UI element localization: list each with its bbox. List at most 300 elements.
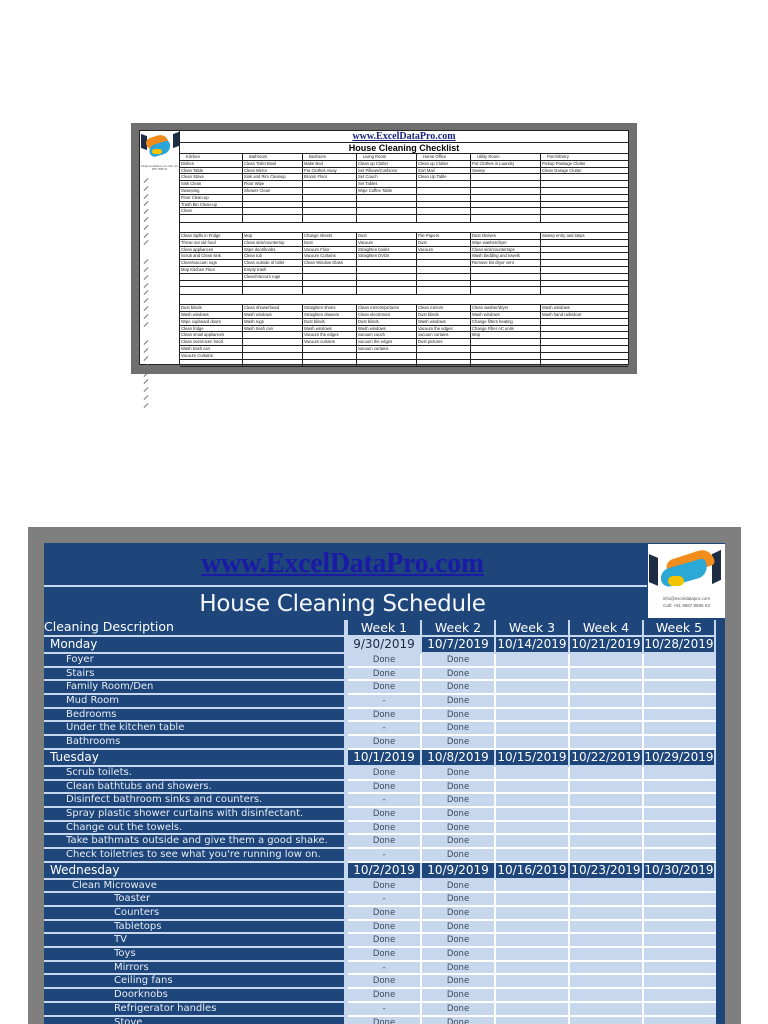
checklist-cell[interactable] bbox=[303, 274, 357, 280]
checklist-cell[interactable] bbox=[417, 346, 471, 352]
checklist-cell[interactable]: Clean Toilet Bowl bbox=[243, 161, 303, 167]
week-date-cell[interactable]: 10/29/2019 bbox=[644, 750, 716, 767]
checklist-cell[interactable]: Put Clothes in Laundry bbox=[471, 161, 541, 167]
checklist-cell[interactable] bbox=[471, 174, 541, 180]
status-cell[interactable] bbox=[570, 962, 644, 976]
checklist-cell[interactable]: vacuum curtains bbox=[357, 346, 417, 352]
checklist-cell[interactable]: vacuum couch bbox=[357, 332, 417, 338]
checklist-cell[interactable]: Set Tables bbox=[357, 181, 417, 187]
checklist-cell[interactable] bbox=[541, 360, 628, 367]
checklist-cell[interactable]: Pickup Passage Clutter bbox=[542, 160, 586, 166]
week-date-cell[interactable]: 9/30/2019 bbox=[348, 637, 422, 654]
status-cell[interactable] bbox=[570, 907, 644, 921]
checklist-cell[interactable]: Floor Clean-up bbox=[180, 195, 243, 201]
checklist-cell[interactable]: Wash trash can bbox=[243, 326, 303, 332]
checklist-cell[interactable] bbox=[541, 346, 628, 352]
checklist-cell[interactable] bbox=[243, 281, 303, 287]
checklist-cell[interactable]: Mop bbox=[243, 233, 303, 239]
checkbox-icon[interactable] bbox=[140, 299, 180, 307]
checklist-cell[interactable] bbox=[357, 195, 417, 201]
status-cell[interactable]: Done bbox=[348, 681, 422, 695]
checklist-cell[interactable]: Straighten DVDs bbox=[357, 253, 417, 259]
status-cell[interactable]: Done bbox=[422, 1017, 496, 1024]
week-date-cell[interactable]: 10/14/2019 bbox=[496, 637, 570, 654]
schedule-url-link[interactable]: www.ExcelDataPro.com bbox=[201, 548, 484, 579]
checklist-cell[interactable] bbox=[180, 274, 243, 280]
checklist-cell[interactable] bbox=[541, 287, 628, 294]
status-cell[interactable]: - bbox=[348, 849, 422, 863]
checklist-cell[interactable]: Straighten books bbox=[357, 247, 417, 253]
checklist-cell[interactable]: Clean bbox=[180, 208, 243, 214]
checkbox-icon[interactable] bbox=[140, 357, 180, 365]
checklist-cell[interactable]: Clean mirrors bbox=[417, 305, 471, 311]
checklist-cell[interactable]: Dust bbox=[417, 240, 471, 246]
checklist-cell[interactable] bbox=[417, 267, 471, 273]
checklist-cell[interactable] bbox=[303, 181, 357, 187]
checklist-cell[interactable] bbox=[417, 287, 471, 294]
status-cell[interactable]: Done bbox=[348, 907, 422, 921]
checklist-cell[interactable]: Put Clothes Away bbox=[303, 168, 357, 174]
checklist-cell[interactable]: vacuum the edges bbox=[357, 339, 417, 345]
status-cell[interactable] bbox=[496, 907, 570, 921]
checklist-cell[interactable]: Dust blinds bbox=[417, 312, 471, 318]
checklist-cell[interactable]: Sweep bbox=[471, 168, 541, 174]
checklist-cell[interactable] bbox=[180, 287, 243, 294]
checklist-cell[interactable]: Vacuum Floor bbox=[303, 247, 357, 253]
status-cell[interactable] bbox=[496, 962, 570, 976]
checklist-cell[interactable]: Change sheets bbox=[303, 233, 357, 239]
status-cell[interactable]: - bbox=[348, 1003, 422, 1017]
checklist-cell[interactable] bbox=[303, 360, 357, 367]
status-cell[interactable] bbox=[496, 781, 570, 795]
status-cell[interactable] bbox=[570, 1017, 644, 1024]
checklist-cell[interactable]: Straighten drawers bbox=[303, 312, 357, 318]
checklist-cell[interactable]: Wash windows bbox=[542, 305, 570, 311]
status-cell[interactable]: Done bbox=[348, 767, 422, 781]
checklist-cell[interactable] bbox=[357, 267, 417, 273]
week-date-cell[interactable]: 10/30/2019 bbox=[644, 863, 716, 880]
status-cell[interactable]: Done bbox=[422, 934, 496, 948]
checklist-cell[interactable] bbox=[541, 174, 628, 180]
week-date-cell[interactable]: 10/1/2019 bbox=[348, 750, 422, 767]
checklist-cell[interactable]: Floor Wipe bbox=[243, 181, 303, 187]
checklist-cell[interactable]: Change Filter AC units bbox=[471, 326, 541, 332]
status-cell[interactable] bbox=[570, 893, 644, 907]
status-cell[interactable] bbox=[644, 722, 716, 736]
checklist-cell[interactable]: Sink Clean bbox=[180, 181, 243, 187]
status-cell[interactable]: Done bbox=[348, 808, 422, 822]
checklist-cell[interactable] bbox=[417, 188, 471, 194]
status-cell[interactable] bbox=[570, 835, 644, 849]
status-cell[interactable]: Done bbox=[422, 893, 496, 907]
status-cell[interactable] bbox=[644, 668, 716, 682]
status-cell[interactable]: Done bbox=[422, 975, 496, 989]
checklist-cell[interactable]: Dust blinds bbox=[303, 319, 357, 325]
status-cell[interactable] bbox=[644, 849, 716, 863]
status-cell[interactable]: Done bbox=[348, 989, 422, 1003]
week-date-cell[interactable]: 10/15/2019 bbox=[496, 750, 570, 767]
checklist-cell[interactable] bbox=[471, 287, 541, 294]
status-cell[interactable] bbox=[570, 736, 644, 750]
checklist-cell[interactable]: Dishes bbox=[180, 161, 243, 167]
checklist-cell[interactable] bbox=[303, 188, 357, 194]
checklist-cell[interactable] bbox=[303, 353, 357, 359]
checklist-cell[interactable] bbox=[243, 332, 303, 338]
status-cell[interactable]: Done bbox=[348, 880, 422, 894]
status-cell[interactable] bbox=[644, 907, 716, 921]
checklist-cell[interactable] bbox=[357, 274, 417, 280]
checklist-cell[interactable]: Wash trash can bbox=[180, 346, 243, 352]
checklist-cell[interactable]: Wipe washer/dryer bbox=[471, 240, 541, 246]
checklist-cell[interactable] bbox=[471, 208, 541, 214]
checklist-cell[interactable]: Clean appliances bbox=[180, 247, 243, 253]
status-cell[interactable] bbox=[570, 880, 644, 894]
checklist-cell[interactable]: Wash windows bbox=[357, 326, 417, 332]
status-cell[interactable] bbox=[570, 975, 644, 989]
status-cell[interactable]: Done bbox=[422, 808, 496, 822]
checklist-cell[interactable]: Clean/vaccum rugs bbox=[180, 260, 243, 266]
checklist-cell[interactable]: Vacuum bbox=[357, 240, 417, 246]
status-cell[interactable] bbox=[644, 808, 716, 822]
checklist-cell[interactable]: Clean oven/oven hood bbox=[180, 339, 243, 345]
checklist-cell[interactable] bbox=[541, 195, 628, 201]
checkbox-icon[interactable] bbox=[140, 365, 180, 373]
status-cell[interactable] bbox=[496, 794, 570, 808]
checkbox-icon[interactable] bbox=[140, 179, 180, 187]
checkbox-icon[interactable] bbox=[140, 396, 180, 404]
checklist-cell[interactable] bbox=[357, 260, 417, 266]
status-cell[interactable] bbox=[570, 849, 644, 863]
checklist-cell[interactable]: Make Bed bbox=[303, 161, 357, 167]
status-cell[interactable]: Done bbox=[348, 709, 422, 723]
checkbox-icon[interactable] bbox=[140, 187, 180, 195]
status-cell[interactable] bbox=[570, 709, 644, 723]
status-cell[interactable]: Done bbox=[348, 975, 422, 989]
status-cell[interactable] bbox=[644, 1003, 716, 1017]
status-cell[interactable] bbox=[644, 934, 716, 948]
checklist-cell[interactable]: Dust bbox=[357, 233, 417, 239]
checklist-cell[interactable]: Clean electronics bbox=[357, 312, 417, 318]
checklist-cell[interactable] bbox=[243, 346, 303, 352]
checklist-cell[interactable] bbox=[541, 208, 628, 214]
status-cell[interactable]: Done bbox=[422, 948, 496, 962]
checklist-cell[interactable] bbox=[303, 267, 357, 273]
week-date-cell[interactable]: 10/9/2019 bbox=[422, 863, 496, 880]
checklist-cell[interactable] bbox=[303, 202, 357, 208]
checklist-cell[interactable] bbox=[541, 181, 628, 187]
status-cell[interactable] bbox=[570, 989, 644, 1003]
status-cell[interactable]: Done bbox=[422, 1003, 496, 1017]
checklist-cell[interactable] bbox=[357, 208, 417, 214]
status-cell[interactable]: Done bbox=[422, 695, 496, 709]
status-cell[interactable] bbox=[644, 654, 716, 668]
checklist-cell[interactable]: Wash windows bbox=[417, 319, 471, 325]
checklist-cell[interactable]: Clean Spills in Fridge bbox=[180, 233, 243, 239]
checklist-cell[interactable]: Clean sink/countertop bbox=[243, 240, 303, 246]
checklist-cell[interactable] bbox=[417, 253, 471, 259]
status-cell[interactable] bbox=[570, 781, 644, 795]
checklist-cell[interactable] bbox=[417, 181, 471, 187]
checklist-cell[interactable] bbox=[471, 181, 541, 187]
status-cell[interactable]: Done bbox=[422, 736, 496, 750]
checklist-cell[interactable]: Clean Window Glass bbox=[303, 260, 357, 266]
status-cell[interactable] bbox=[644, 767, 716, 781]
status-cell[interactable] bbox=[496, 880, 570, 894]
checklist-cell[interactable] bbox=[243, 208, 303, 214]
checkbox-icon[interactable] bbox=[140, 226, 180, 234]
status-cell[interactable]: - bbox=[348, 794, 422, 808]
checklist-cell[interactable]: Wash rugs bbox=[243, 319, 303, 325]
status-cell[interactable] bbox=[570, 921, 644, 935]
checklist-cell[interactable]: Set Couch bbox=[357, 174, 417, 180]
checklist-cell[interactable]: Mop bbox=[471, 332, 541, 338]
checklist-url-link[interactable]: www.ExcelDataPro.com bbox=[180, 131, 628, 143]
checklist-cell[interactable]: Clean Up Table bbox=[417, 174, 471, 180]
week-date-cell[interactable]: 10/23/2019 bbox=[570, 863, 644, 880]
checklist-cell[interactable] bbox=[243, 360, 303, 367]
checklist-cell[interactable]: Sweep entry and steps bbox=[542, 232, 585, 238]
status-cell[interactable] bbox=[496, 934, 570, 948]
status-cell[interactable] bbox=[644, 893, 716, 907]
checklist-cell[interactable]: Throw out old food bbox=[180, 240, 243, 246]
checkbox-icon[interactable] bbox=[140, 323, 180, 331]
checklist-cell[interactable]: Dust blinds bbox=[357, 319, 417, 325]
checklist-cell[interactable] bbox=[417, 353, 471, 359]
checklist-cell[interactable] bbox=[541, 319, 628, 325]
status-cell[interactable] bbox=[496, 695, 570, 709]
checkbox-icon[interactable] bbox=[140, 218, 180, 226]
checklist-cell[interactable]: Wash windows bbox=[243, 312, 303, 318]
status-cell[interactable] bbox=[570, 1003, 644, 1017]
checklist-cell[interactable] bbox=[417, 215, 471, 222]
checklist-cell[interactable] bbox=[303, 287, 357, 294]
checklist-cell[interactable]: Clean up Clutter bbox=[417, 161, 471, 167]
checklist-cell[interactable]: vacuum curtains bbox=[417, 332, 471, 338]
checklist-cell[interactable]: Clean small appliances bbox=[180, 332, 243, 338]
status-cell[interactable] bbox=[570, 822, 644, 836]
checklist-cell[interactable]: Clean Table bbox=[180, 168, 243, 174]
status-cell[interactable]: Done bbox=[422, 781, 496, 795]
checklist-cell[interactable] bbox=[417, 360, 471, 367]
checklist-cell[interactable]: Broom Floor bbox=[303, 174, 357, 180]
checklist-cell[interactable] bbox=[303, 208, 357, 214]
status-cell[interactable] bbox=[496, 681, 570, 695]
checklist-cell[interactable] bbox=[180, 215, 243, 222]
checklist-cell[interactable] bbox=[471, 195, 541, 201]
checklist-cell[interactable]: Dust shelves bbox=[471, 233, 541, 239]
checklist-cell[interactable]: Trash Bin Clean-up bbox=[180, 202, 243, 208]
status-cell[interactable] bbox=[644, 989, 716, 1003]
checklist-cell[interactable] bbox=[541, 274, 628, 280]
checklist-cell[interactable]: Dust pictures bbox=[417, 339, 471, 345]
checklist-cell[interactable]: Vacuum the edges bbox=[303, 332, 357, 338]
status-cell[interactable] bbox=[644, 921, 716, 935]
checklist-cell[interactable]: Clean sink/countertops bbox=[471, 247, 541, 253]
checklist-cell[interactable]: Clean up Clutter bbox=[357, 161, 417, 167]
checklist-cell[interactable]: Vacuum bbox=[417, 247, 471, 253]
checklist-cell[interactable]: Vacuum Curtains bbox=[180, 353, 243, 359]
checklist-cell[interactable] bbox=[471, 346, 541, 352]
checklist-cell[interactable]: Scrub and Clean sink bbox=[180, 253, 243, 259]
checklist-cell[interactable] bbox=[471, 281, 541, 287]
status-cell[interactable]: Done bbox=[422, 709, 496, 723]
checklist-cell[interactable]: Dust bbox=[303, 240, 357, 246]
status-cell[interactable] bbox=[570, 722, 644, 736]
checklist-cell[interactable] bbox=[541, 332, 628, 338]
checklist-cell[interactable]: Clean Mirror bbox=[243, 168, 303, 174]
checklist-cell[interactable] bbox=[303, 215, 357, 222]
week-date-cell[interactable]: 10/22/2019 bbox=[570, 750, 644, 767]
status-cell[interactable]: Done bbox=[422, 880, 496, 894]
status-cell[interactable] bbox=[570, 794, 644, 808]
checklist-cell[interactable] bbox=[541, 267, 628, 273]
status-cell[interactable]: - bbox=[348, 695, 422, 709]
status-cell[interactable] bbox=[496, 668, 570, 682]
status-cell[interactable] bbox=[644, 835, 716, 849]
status-cell[interactable] bbox=[570, 668, 644, 682]
status-cell[interactable] bbox=[644, 948, 716, 962]
checklist-cell[interactable] bbox=[541, 247, 628, 253]
status-cell[interactable] bbox=[496, 822, 570, 836]
status-cell[interactable] bbox=[496, 1017, 570, 1024]
status-cell[interactable] bbox=[496, 1003, 570, 1017]
status-cell[interactable] bbox=[496, 808, 570, 822]
checklist-cell[interactable]: Wash windows bbox=[471, 312, 541, 318]
checklist-cell[interactable] bbox=[471, 215, 541, 222]
checklist-cell[interactable]: Sort Mail bbox=[417, 168, 471, 174]
checklist-cell[interactable]: Clean fridge bbox=[180, 326, 243, 332]
checklist-cell[interactable]: Clean showerhead bbox=[243, 305, 303, 311]
checklist-cell[interactable] bbox=[243, 202, 303, 208]
status-cell[interactable] bbox=[496, 893, 570, 907]
status-cell[interactable]: Done bbox=[348, 835, 422, 849]
checklist-cell[interactable]: Sweeping bbox=[180, 188, 243, 194]
status-cell[interactable]: - bbox=[348, 893, 422, 907]
status-cell[interactable] bbox=[570, 767, 644, 781]
status-cell[interactable]: Done bbox=[348, 1017, 422, 1024]
checklist-cell[interactable] bbox=[471, 202, 541, 208]
status-cell[interactable] bbox=[496, 948, 570, 962]
status-cell[interactable] bbox=[644, 695, 716, 709]
checklist-cell[interactable] bbox=[541, 202, 628, 208]
checklist-cell[interactable] bbox=[357, 281, 417, 287]
checklist-cell[interactable] bbox=[471, 274, 541, 280]
status-cell[interactable]: Done bbox=[422, 681, 496, 695]
status-cell[interactable]: Done bbox=[422, 921, 496, 935]
status-cell[interactable]: Done bbox=[348, 921, 422, 935]
checklist-cell[interactable] bbox=[471, 267, 541, 273]
status-cell[interactable] bbox=[496, 654, 570, 668]
checklist-cell[interactable]: Remove lint dryer vent bbox=[471, 260, 541, 266]
status-cell[interactable]: Done bbox=[422, 722, 496, 736]
week-date-cell[interactable]: 10/28/2019 bbox=[644, 637, 716, 654]
checklist-cell[interactable]: Clean outside of toilet bbox=[243, 260, 303, 266]
status-cell[interactable]: Done bbox=[422, 962, 496, 976]
status-cell[interactable]: Done bbox=[422, 849, 496, 863]
checklist-cell[interactable] bbox=[541, 240, 628, 246]
status-cell[interactable]: Done bbox=[348, 736, 422, 750]
checklist-cell[interactable] bbox=[541, 281, 628, 287]
status-cell[interactable]: Done bbox=[422, 989, 496, 1003]
checklist-cell[interactable]: Straighten shoes bbox=[303, 305, 357, 311]
checklist-cell[interactable]: Mop Kitchen Floor bbox=[180, 267, 243, 273]
checklist-cell[interactable] bbox=[303, 346, 357, 352]
status-cell[interactable] bbox=[570, 808, 644, 822]
checklist-cell[interactable] bbox=[541, 260, 628, 266]
checklist-cell[interactable] bbox=[243, 195, 303, 201]
checklist-cell[interactable]: Vacuum Curtains bbox=[303, 253, 357, 259]
checkbox-icon[interactable] bbox=[140, 349, 180, 357]
week-date-cell[interactable]: 10/21/2019 bbox=[570, 637, 644, 654]
checkbox-icon[interactable] bbox=[140, 307, 180, 315]
checklist-cell[interactable] bbox=[417, 260, 471, 266]
checklist-cell[interactable] bbox=[243, 215, 303, 222]
checklist-cell[interactable]: Sink and Rim Cleanup bbox=[243, 174, 303, 180]
checklist-cell[interactable] bbox=[541, 353, 628, 359]
checklist-cell[interactable] bbox=[541, 339, 628, 345]
checklist-cell[interactable]: Vacuum curtains bbox=[303, 339, 357, 345]
status-cell[interactable] bbox=[496, 736, 570, 750]
checklist-cell[interactable] bbox=[417, 208, 471, 214]
status-cell[interactable]: Done bbox=[348, 654, 422, 668]
checklist-cell[interactable] bbox=[303, 195, 357, 201]
checklist-cell[interactable] bbox=[471, 353, 541, 359]
status-cell[interactable] bbox=[496, 989, 570, 1003]
status-cell[interactable]: Done bbox=[348, 934, 422, 948]
status-cell[interactable] bbox=[570, 681, 644, 695]
status-cell[interactable] bbox=[496, 849, 570, 863]
checklist-cell[interactable] bbox=[303, 281, 357, 287]
status-cell[interactable] bbox=[644, 1017, 716, 1024]
checklist-cell[interactable]: Clean tub bbox=[243, 253, 303, 259]
status-cell[interactable] bbox=[570, 654, 644, 668]
checkbox-icon[interactable] bbox=[140, 404, 180, 412]
checklist-cell[interactable] bbox=[357, 215, 417, 222]
checklist-cell[interactable]: Wash windows bbox=[180, 312, 243, 318]
status-cell[interactable] bbox=[644, 709, 716, 723]
checklist-cell[interactable] bbox=[357, 287, 417, 294]
checkbox-icon[interactable] bbox=[140, 388, 180, 396]
checklist-cell[interactable] bbox=[541, 215, 628, 222]
checkbox-icon[interactable] bbox=[140, 276, 180, 284]
status-cell[interactable]: - bbox=[348, 722, 422, 736]
status-cell[interactable] bbox=[644, 975, 716, 989]
week-date-cell[interactable]: 10/16/2019 bbox=[496, 863, 570, 880]
checklist-cell[interactable]: Clean Stove bbox=[180, 174, 243, 180]
checklist-cell[interactable] bbox=[471, 188, 541, 194]
status-cell[interactable]: Done bbox=[422, 907, 496, 921]
status-cell[interactable] bbox=[496, 709, 570, 723]
checklist-cell[interactable]: Wipe Coffee Table bbox=[357, 188, 417, 194]
checkbox-icon[interactable] bbox=[140, 315, 180, 323]
checklist-cell[interactable] bbox=[243, 339, 303, 345]
checklist-cell[interactable]: Dust blinds bbox=[180, 305, 243, 311]
checklist-cell[interactable] bbox=[541, 253, 628, 259]
checklist-cell[interactable]: Vacuum the edges bbox=[417, 326, 471, 332]
status-cell[interactable] bbox=[644, 794, 716, 808]
checklist-cell[interactable]: Clean/Vaccum rugs bbox=[243, 274, 303, 280]
status-cell[interactable] bbox=[496, 975, 570, 989]
status-cell[interactable]: Done bbox=[422, 767, 496, 781]
checkbox-icon[interactable] bbox=[140, 268, 180, 276]
checklist-cell[interactable] bbox=[471, 339, 541, 345]
status-cell[interactable]: Done bbox=[348, 948, 422, 962]
week-date-cell[interactable]: 10/8/2019 bbox=[422, 750, 496, 767]
checklist-cell[interactable]: Shower Clean bbox=[243, 188, 303, 194]
status-cell[interactable] bbox=[644, 781, 716, 795]
checkbox-icon[interactable] bbox=[140, 241, 180, 249]
checklist-cell[interactable] bbox=[541, 188, 628, 194]
